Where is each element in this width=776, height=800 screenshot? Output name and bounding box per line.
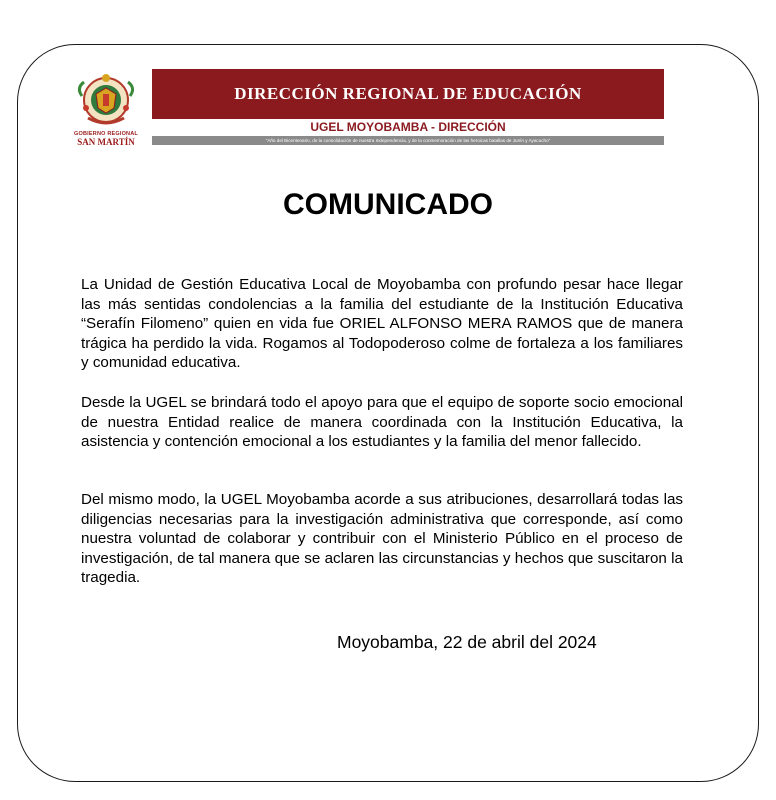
- logo-caption-bottom: SAN MARTÍN: [77, 137, 135, 147]
- ugel-subtitle: UGEL MOYOBAMBA - DIRECCIÓN: [310, 120, 506, 134]
- logo-caption-top: GOBIERNO REGIONAL: [74, 131, 138, 137]
- year-motto: "Año del Bicentenario, de la consolidación de nuestra Independencia, y de la conmemoración de las heroicas batallas de Junín y Ayacucho": [152, 136, 664, 145]
- document-title: COMUNICADO: [283, 188, 493, 221]
- header-banner: [152, 69, 664, 119]
- paragraph-support: Desde la UGEL se brindará todo el apoyo para que el equipo de soporte socio emocional de nuestra Entidad realice de manera coordinada con la Institución Educativa, la asistencia y contención emocional a los estudiantes y la familia del menor fallecido.: [81, 394, 683, 451]
- paragraph-investigation: Del mismo modo, la UGEL Moyobamba acorde a sus atribuciones, desarrollará todas las diligencias necesarias para la investigación administrativa que corresponde, así como nuestra voluntad de colaborar y contribuir con el Ministerio Público en el proceso de investigación, de tal manera que se aclaren las circunstancias y hechos que suscitaron la tragedia.: [81, 491, 683, 587]
- paragraph-condolences: La Unidad de Gestión Educativa Local de Moyobamba con profundo pesar hace llegar las más sentidas condolencias a la familia del estudiante de la Institución Educativa “Serafín Filomeno” quien en vida fue ORIEL ALFONSO MERA RAMOS que de manera trágica ha perdido la vida. Rogamos al Todopoderoso colme de fortaleza a los familiares y comunidad educativa.: [81, 276, 683, 372]
- document-date: Moyobamba, 22 de abril del 2024: [337, 632, 597, 652]
- banner-title: DIRECCIÓN REGIONAL DE EDUCACIÓN: [234, 84, 582, 103]
